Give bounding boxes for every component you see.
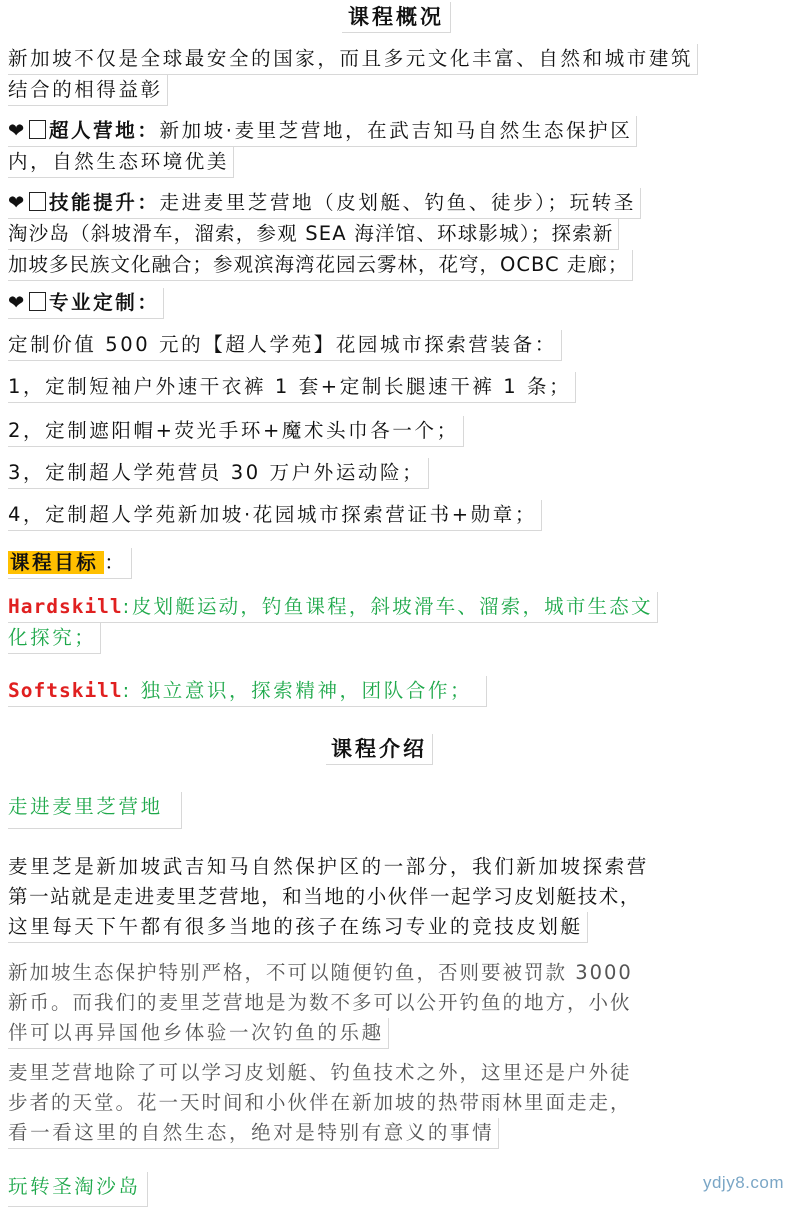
para3-block	[8, 1058, 788, 1149]
section1-title: 走进麦里芝营地	[8, 792, 182, 829]
equipment-item-4-block	[8, 500, 788, 531]
skills-line-2: 淘沙岛（斜坡滑车，溜索，参观 SEA 海洋馆、环球影城）；探索新	[8, 219, 619, 250]
heart-icon: ❤	[8, 191, 27, 214]
para2-block	[8, 958, 788, 1049]
para3-line-2: 步者的天堂。花一天时间和小伙伴在新加坡的热带雨林里面走走，	[8, 1091, 632, 1114]
equipment-item-3-block	[8, 458, 788, 489]
softskill-block	[8, 676, 788, 707]
intro-line-1: 新加坡不仅是全球最安全的国家，而且多元文化丰富、自然和城市建筑	[8, 44, 698, 75]
equipment-item: 3，定制超人学苑营员 30 万户外运动险；	[8, 458, 429, 489]
overview-heading: 课程概况	[342, 2, 451, 33]
goals-label: 课程目标	[8, 551, 104, 574]
custom-block	[8, 288, 788, 319]
para1-line-2: 第一站就是走进麦里芝营地，和当地的小伙伴一起学习皮划艇技术，	[8, 885, 642, 908]
skills-title: 技能提升：	[48, 191, 160, 214]
para3-line-3: 看一看这里的自然生态，绝对是特别有意义的事情	[8, 1118, 499, 1149]
heart-icon: ❤	[8, 291, 27, 314]
superhero-camp-line-1	[8, 116, 637, 147]
hardskill-block	[8, 592, 788, 654]
watermark: ydjy8.com	[702, 1173, 784, 1192]
hardskill-text-1: 皮划艇运动，钓鱼课程，斜坡滑车、溜索，城市生态文	[131, 595, 653, 618]
hardskill-line-2: 化探究；	[8, 623, 101, 654]
superhero-camp-line-2: 内，自然生态环境优美	[8, 147, 234, 178]
skills-text-1: 走进麦里芝营地（皮划艇、钓鱼、徒步）；玩转圣	[159, 191, 636, 214]
section1-title-block	[8, 792, 788, 829]
custom-line	[8, 288, 164, 319]
para2-line-2: 新币。而我们的麦里芝营地是为数不多可以公开钓鱼的地方，小伙	[8, 991, 632, 1014]
equipment-item: 2，定制遮阳帽+荧光手环+魔术头巾各一个；	[8, 416, 464, 447]
softskill-text: 独立意识，探索精神，团队合作；	[140, 679, 473, 702]
goals-suffix: ：	[104, 551, 127, 574]
checkbox-icon	[29, 120, 46, 139]
overview-intro	[8, 44, 788, 106]
superhero-camp-block	[8, 116, 788, 178]
equipment-intro: 定制价值 500 元的【超人学苑】花园城市探索营装备：	[8, 330, 562, 361]
para1-line-3: 这里每天下午都有很多当地的孩子在练习专业的竞技皮划艇	[8, 912, 588, 943]
para1-block	[8, 852, 788, 943]
section2-title-block	[8, 1172, 788, 1207]
superhero-camp-text-1: 新加坡·麦里芝营地，在武吉知马自然生态保护区	[159, 119, 633, 142]
para2-line-3: 伴可以再异国他乡体验一次钓鱼的乐趣	[8, 1018, 389, 1049]
skills-line-1	[8, 188, 641, 219]
equipment-item: 4，定制超人学苑新加坡·花园城市探索营证书+勋章；	[8, 500, 542, 531]
heart-icon: ❤	[8, 119, 27, 142]
hardskill-line-1	[8, 592, 658, 623]
goals-line	[8, 548, 132, 579]
softskill-sep: :	[122, 679, 141, 702]
intro-heading: 课程介绍	[326, 734, 433, 765]
softskill-label: Softskill	[8, 679, 123, 702]
checkbox-icon	[29, 292, 46, 311]
superhero-camp-title: 超人营地：	[48, 119, 160, 142]
equipment-item-2-block	[8, 416, 788, 447]
hardskill-sep: :	[122, 595, 132, 618]
para3-line-1: 麦里芝营地除了可以学习皮划艇、钓鱼技术之外，这里还是户外徒	[8, 1061, 632, 1084]
equipment-intro-block	[8, 330, 788, 361]
equipment-item: 1，定制短袖户外速干衣裤 1 套+定制长腿速干裤 1 条；	[8, 372, 576, 403]
intro-line-2: 结合的相得益彰	[8, 75, 168, 106]
skills-line-3: 加坡多民族文化融合；参观滨海湾花园云雾林，花穹，OCBC 走廊；	[8, 250, 633, 281]
para1-line-1: 麦里芝是新加坡武吉知马自然保护区的一部分，我们新加坡探索营	[8, 855, 649, 878]
softskill-line	[8, 676, 487, 707]
skills-block	[8, 188, 788, 281]
section2-title: 玩转圣淘沙岛	[8, 1172, 148, 1207]
custom-title: 专业定制：	[48, 291, 160, 314]
checkbox-icon	[29, 192, 46, 211]
hardskill-label: Hardskill	[8, 595, 123, 618]
equipment-item-1-block	[8, 372, 788, 403]
goals-block	[8, 548, 788, 579]
para2-line-1: 新加坡生态保护特别严格，不可以随便钓鱼，否则要被罚款 3000	[8, 961, 633, 984]
